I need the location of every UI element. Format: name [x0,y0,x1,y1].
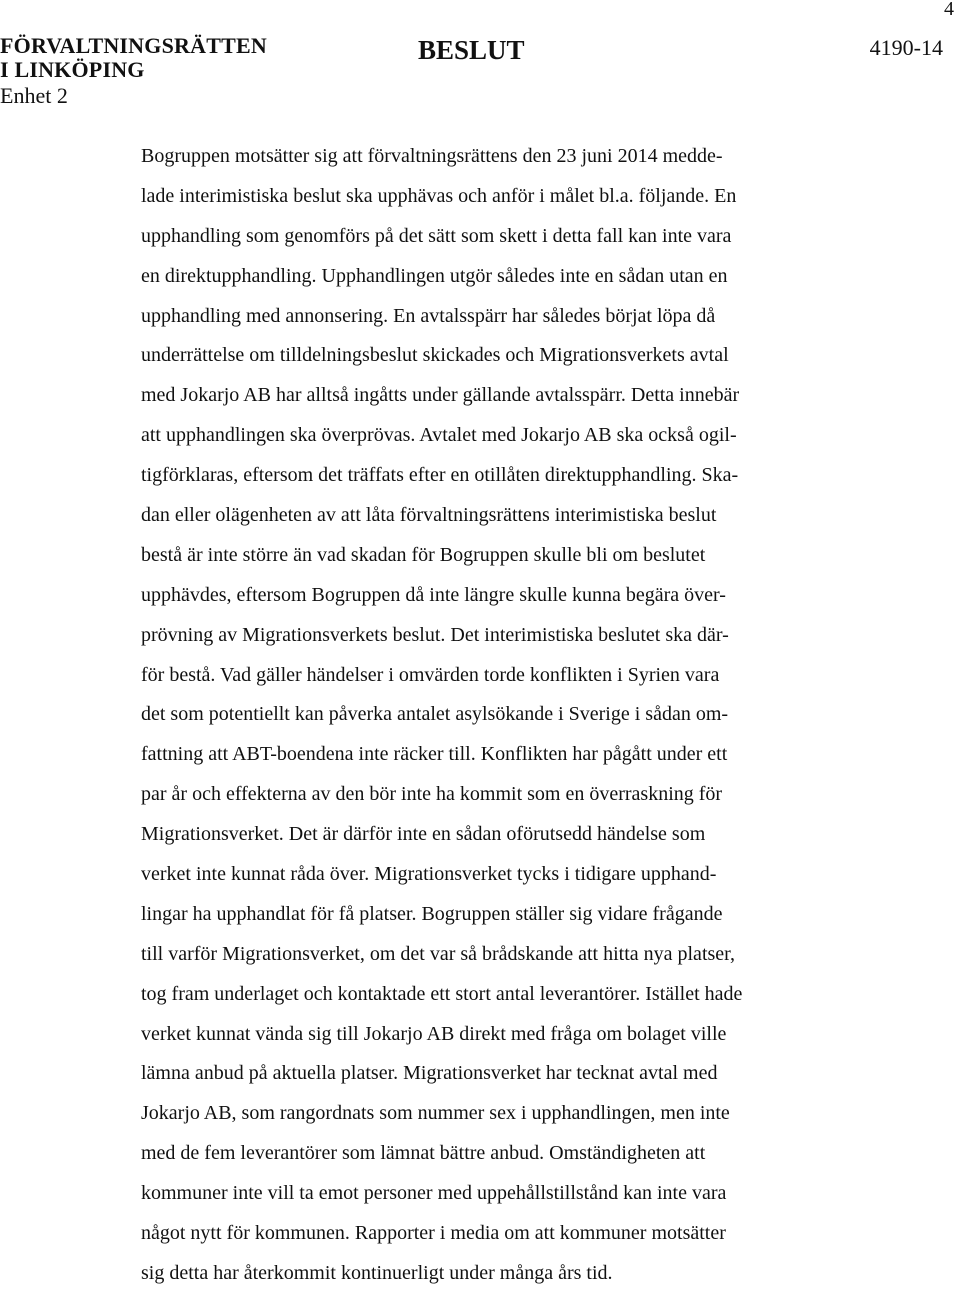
body-line: par år och effekterna av den bör inte ha kommit som en överraskning för [141,783,723,806]
body-line: upphandling som genomförs på det sätt som skett i detta fall kan inte vara [141,224,732,247]
body-line: för bestå. Vad gäller händelser i omvärden torde konflikten i Syrien vara [141,663,720,686]
body-line: Migrationsverket. Det är därför inte en sådan oförutsedd händelse som [141,823,706,846]
body-line: tigförklaras, eftersom det träffats efter en otillåten direktupphandling. Ska- [141,464,739,487]
body-line: något nytt för kommunen. Rapporter i media om att kommuner motsätter [141,1222,726,1245]
body-line: underrättelse om tilldelningsbeslut skickades och Migrationsverkets avtal [141,344,729,367]
body-line: tog fram underlaget och kontaktade ett stort antal leverantörer. Istället hade [141,982,743,1005]
document-type: BESLUT [418,35,525,65]
body-line: upphandling med annonsering. En avtalsspärr har således börjat löpa då [141,304,716,327]
court-name-line-1: FÖRVALTNINGSRÄTTEN [0,33,267,58]
body-line: fattning att ABT-boendena inte räcker till. Konflikten har pågått under ett [141,743,728,766]
court-name [0,34,267,82]
body-line: prövning av Migrationsverkets beslut. Det interimistiska beslutet ska där- [141,623,729,646]
body-line: med Jokarjo AB har alltså ingåtts under gällande avtalsspärr. Detta innebär [141,384,740,407]
page-number: 4 [944,0,954,20]
body-line: med de fem leverantörer som lämnat bättre anbud. Omständigheten att [141,1142,706,1165]
body-line: till varför Migrationsverket, om det var så brådskande att hitta nya platser, [141,942,736,965]
case-number: 4190-14 [869,35,943,60]
body-line: Jokarjo AB, som rangordnats som nummer sex i upphandlingen, men inte [141,1102,730,1125]
court-unit: Enhet 2 [0,83,68,108]
body-line: det som potentiellt kan påverka antalet asylsökande i Sverige i sådan om- [141,703,729,726]
body-line: upphävdes, eftersom Bogruppen då inte längre skulle kunna begära över- [141,583,726,606]
body-line: lingar ha upphandlat för få platser. Bogruppen ställer sig vidare frågande [141,902,723,925]
body-line: kommuner inte vill ta emot personer med uppehållstillstånd kan inte vara [141,1182,727,1205]
body-line: bestå är inte större än vad skadan för Bogruppen skulle bli om beslutet [141,543,706,566]
body-line: Bogruppen motsätter sig att förvaltningsrättens den 23 juni 2014 medde- [141,145,723,167]
body-line: att upphandlingen ska överprövas. Avtalet med Jokarjo AB ska också ogil- [141,424,737,447]
body-line: lämna anbud på aktuella platser. Migrationsverket har tecknat avtal med [141,1062,718,1085]
body-line: lade interimistiska beslut ska upphävas och anför i målet bl.a. följande. En [141,184,737,207]
body-line: verket kunnat vända sig till Jokarjo AB direkt med fråga om bolaget ville [141,1022,727,1045]
body-line: dan eller olägenheten av att låta förvaltningsrättens interimistiska beslut [141,504,717,527]
court-name-line-2: I LINKÖPING [0,57,145,82]
body-line: en direktupphandling. Upphandlingen utgör således inte en sådan utan en [141,264,728,287]
body-paragraph [141,137,841,1294]
body-line: sig detta har återkommit kontinuerligt under många års tid. [141,1261,613,1284]
body-line: verket inte kunnat råda över. Migrationsverket tycks i tidigare upphand- [141,863,717,886]
